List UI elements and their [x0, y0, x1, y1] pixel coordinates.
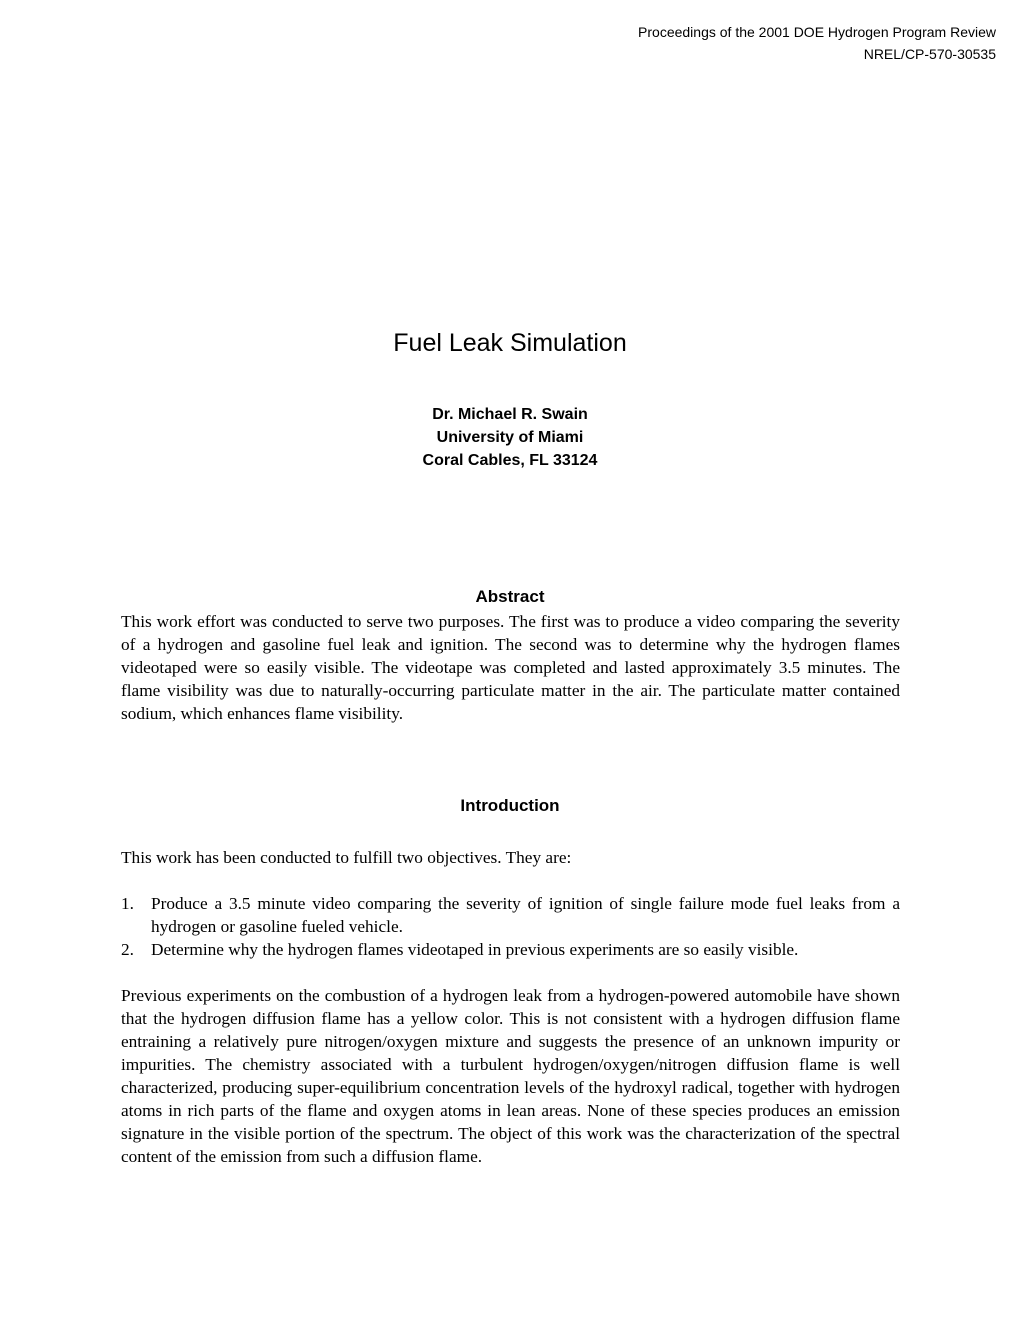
header-proceedings: Proceedings of the 2001 DOE Hydrogen Program Review: [638, 24, 996, 40]
list-item-number: 1.: [121, 894, 134, 913]
introduction-body-text: Previous experiments on the combustion of a hydrogen leak from a hydrogen-powered automobile have shown that the hydrogen diffusion flame has a yellow color. This is not consistent with a hydrogen diffusion flame entraining a relatively pure nitrogen/oxygen mixture and suggests the presence of an unknown impurity or impurities. The chemistry associated with a turbulent hydrogen/oxygen/nitrogen diffusion flame is well characterized, producing super-equilibrium concentration levels of the hydroxyl radical, together with hydrogen atoms in rich parts of the flame and oxygen atoms in lean areas. None of these species produces an emission signature in the visible portion of the spectrum. The object of this work was the characterization of the spectral content of the emission from such a diffusion flame.: [121, 986, 900, 1166]
author-affiliation: University of Miami: [436, 429, 584, 446]
author-block: [0, 403, 1020, 472]
author-location: Coral Cables, FL 33124: [422, 452, 598, 469]
paper-title: Fuel Leak Simulation: [393, 329, 627, 357]
header-report-number: NREL/CP-570-30535: [863, 46, 996, 62]
abstract-heading: Abstract: [475, 587, 545, 606]
introduction-text: This work has been conducted to fulfill two objectives. They are:: [121, 848, 572, 867]
list-item: [121, 892, 900, 938]
running-header: [638, 21, 996, 65]
introduction-heading: Introduction: [460, 796, 560, 815]
list-item-text: Produce a 3.5 minute video comparing the severity of ignition of single failure mode fuel leaks from a hydrogen or gasoline fueled vehicle.: [151, 894, 900, 936]
abstract-text: This work effort was conducted to serve two purposes. The first was to produce a video comparing the severity of a hydrogen and gasoline fuel leak and ignition. The second was to determine why the hydrogen flames videotaped were so easily visible. The videotape was completed and lasted approximately 3.5 minutes. The flame visibility was due to naturally-occurring particulate matter in the air. The particulate matter contained sodium, which enhances flame visibility.: [121, 612, 900, 723]
objectives-list: [121, 892, 900, 961]
list-item: [121, 938, 900, 961]
author-name: Dr. Michael R. Swain: [432, 406, 588, 423]
list-item-number: 2.: [121, 940, 134, 959]
list-item-text: Determine why the hydrogen flames videotaped in previous experiments are so easily visible.: [151, 940, 799, 959]
